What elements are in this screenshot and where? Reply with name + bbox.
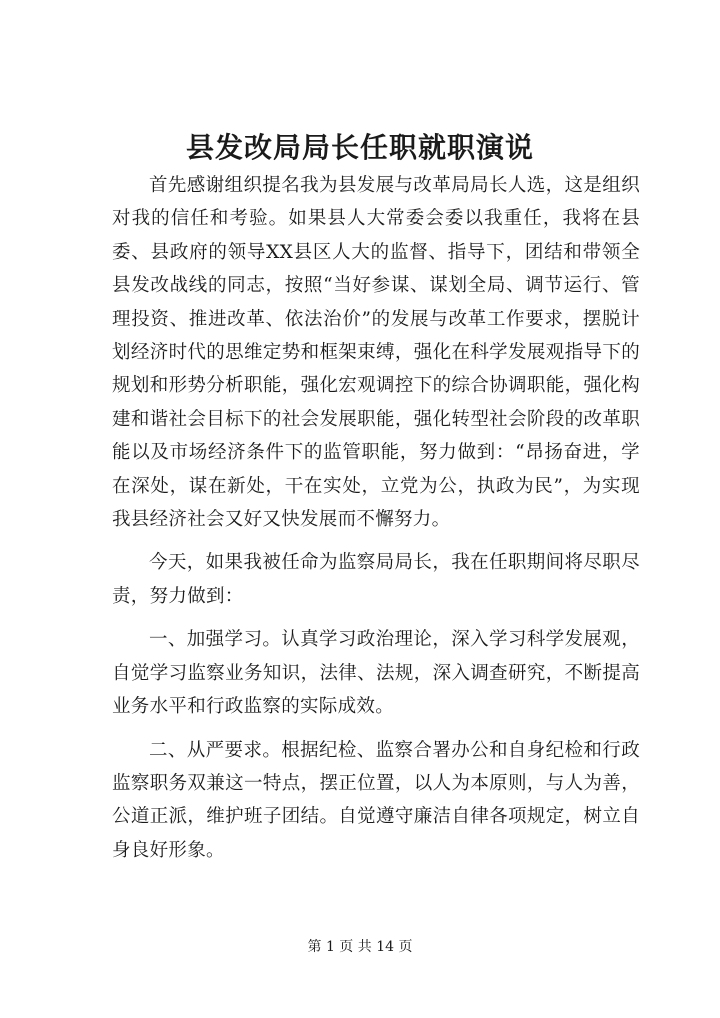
document-body bbox=[112, 169, 640, 877]
paragraph-point-study: 一、加强学习。认真学习政治理论，深入学习科学发展观，自觉学习监察业务知识，法律、法规，深入调查研究，不断提高业务水平和行政监察的实际成效。 bbox=[112, 629, 640, 718]
paragraph-commitment: 今天，如果我被任命为监察局局长，我在任职期间将尽职尽责，努力做到： bbox=[112, 552, 640, 607]
document-title: 县发改局局长任职就职演说 bbox=[185, 131, 534, 164]
paragraph-intro: 首先感谢组织提名我为县发展与改革局局长人选，这是组织对我的信任和考验。如果县人大常委会委以我重任，我将在县委、县政府的领导XX县区人大的监督、指导下，团结和带领全县发改战线的同志，按照“当好参谋、谋划全局、调节运行、管理投资、推进改革、依法治价”的发展与改革工作要求，摆脱计划经济时代的思维定势和框架束缚，强化在科学发展观指导下的规划和形势分析职能，强化宏观调控下的综合协调职能，强化构建和谐社会目标下的社会发展职能，强化转型社会阶段的改革职能以及市场经济条件下的监管职能，努力做到：“昂扬奋进，学在深处，谋在新处，干在实处，立党为公，执政为民”，为实现我县经济社会又好又快发展而不懈努力。 bbox=[112, 175, 640, 531]
page-number-footer: 第 1 页 共 14 页 bbox=[307, 939, 413, 955]
paragraph-point-discipline: 二、从严要求。根据纪检、监察合署办公和自身纪检和行政监察职务双兼这一特点，摆正位置，以人为本原则，与人为善，公道正派，维护班子团结。自觉遵守廉洁自律各项规定，树立自身良好形象。 bbox=[112, 739, 640, 861]
